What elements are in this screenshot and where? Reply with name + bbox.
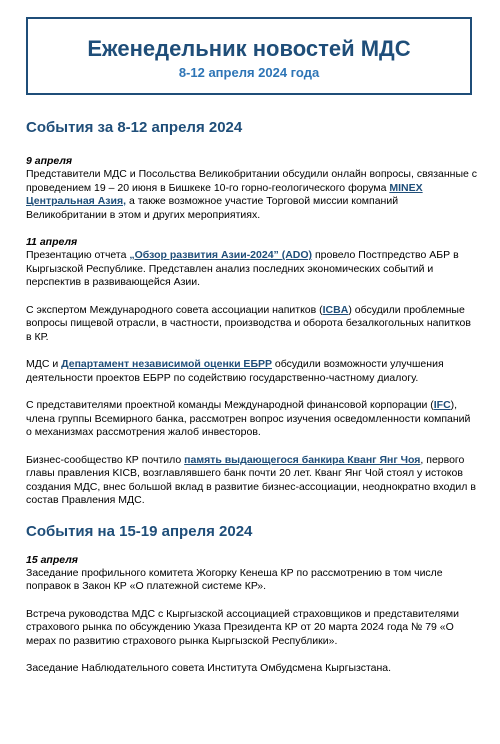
link-ado-report[interactable]: „Обзор развития Азии-2024” (ADO) <box>129 249 313 261</box>
link-ebrd-evaluation[interactable]: Департамент независимой оценки ЕБРР <box>61 358 272 370</box>
news-item-parliament: Заседание профильного комитета Жогорку Кенеша КР по рассмотрению в том числе поправок в Закон КР «О платежной системе КР». <box>26 566 443 592</box>
section-heading-current-week: События за 8-12 апреля 2024 <box>26 119 243 136</box>
news-item-ombudsman: Заседание Наблюдательного совета Института Омбудсмена Кыргызстана. <box>26 662 392 674</box>
news-item-memorial <box>26 454 478 508</box>
news-item-insurance: Встреча руководства МДС с Кыргызской ассоциацией страховщиков и представителями страхового рынка по обсуждению Указа Президента КР от 20 марта 2024 года № 79 «О мерах по развитию страхового рынка Кыргызской Республики». <box>26 607 460 647</box>
news-item-ado-report <box>26 249 478 290</box>
newsletter-content <box>26 118 478 676</box>
news-text: ) обсудили проблемные вопросы пищевой отрасли, в частности, производства и оборота безалкогольных напитков в КР. <box>26 303 471 343</box>
event-date: 11 апреля <box>26 236 78 248</box>
news-text: Бизнес-сообщество КР почтило <box>26 453 185 466</box>
newsletter-header <box>26 17 472 95</box>
news-text: С представителями проектной команды Международной финансовой корпорации ( <box>26 399 434 411</box>
news-item-ifc <box>26 399 478 440</box>
newsletter-date-range: 8-12 апреля 2024 года <box>178 65 320 80</box>
news-text: Презентацию отчета <box>26 249 130 261</box>
news-text: , первого главы правления KICB, возглавлявшего банк почти 20 лет. Кванг Янг Чой стоял у истоков создания МДС, внес большой вклад в развитие бизнес-ассоциации, неоднократно входил в состав Правления МДС. <box>26 453 476 506</box>
news-text: провело Постпредство АБР в Кыргызской Республике. Представлен анализ последних экономических событий и перспектив в развивающейся Азии. <box>26 249 459 288</box>
link-ifc[interactable]: IFC <box>433 399 451 411</box>
news-text: С экспертом Международного совета ассоциации напитков ( <box>26 303 323 316</box>
event-date: 15 апреля <box>26 553 78 566</box>
link-memorial[interactable]: память выдающегося банкира Кванг Янг Чоя <box>184 453 421 466</box>
news-text: МДС и <box>26 358 62 370</box>
news-item-minex <box>26 168 478 222</box>
news-item-icba <box>26 304 478 345</box>
news-item-ebrd <box>26 358 478 385</box>
link-minex[interactable]: MINEX Центральная Азия, <box>26 181 423 207</box>
news-text: а также возможное участие Торговой миссии компаний Великобритании в этом и других мероприятиях. <box>26 195 399 221</box>
news-text: Представители МДС и Посольства Великобритании обсудили онлайн вопросы, связанные с проведением 19 – 20 июня в Бишкеке 10-го горно-геологического форума <box>26 168 478 194</box>
news-text: обсудили возможности улучшения деятельности проектов ЕБРР по содействию государственно-частному диалогу. <box>26 358 444 384</box>
news-text: ), члена группы Всемирного банка, рассмотрен вопрос изучения осведомленности компаний о механизмах рассмотрения жалоб инвесторов. <box>26 399 471 438</box>
link-icba[interactable]: ICBA <box>322 303 349 316</box>
newsletter-title: Еженедельник новостей МДС <box>87 36 411 61</box>
event-date: 9 апреля <box>26 155 73 167</box>
section-heading-next-week: События на 15-19 апреля 2024 <box>26 522 253 540</box>
